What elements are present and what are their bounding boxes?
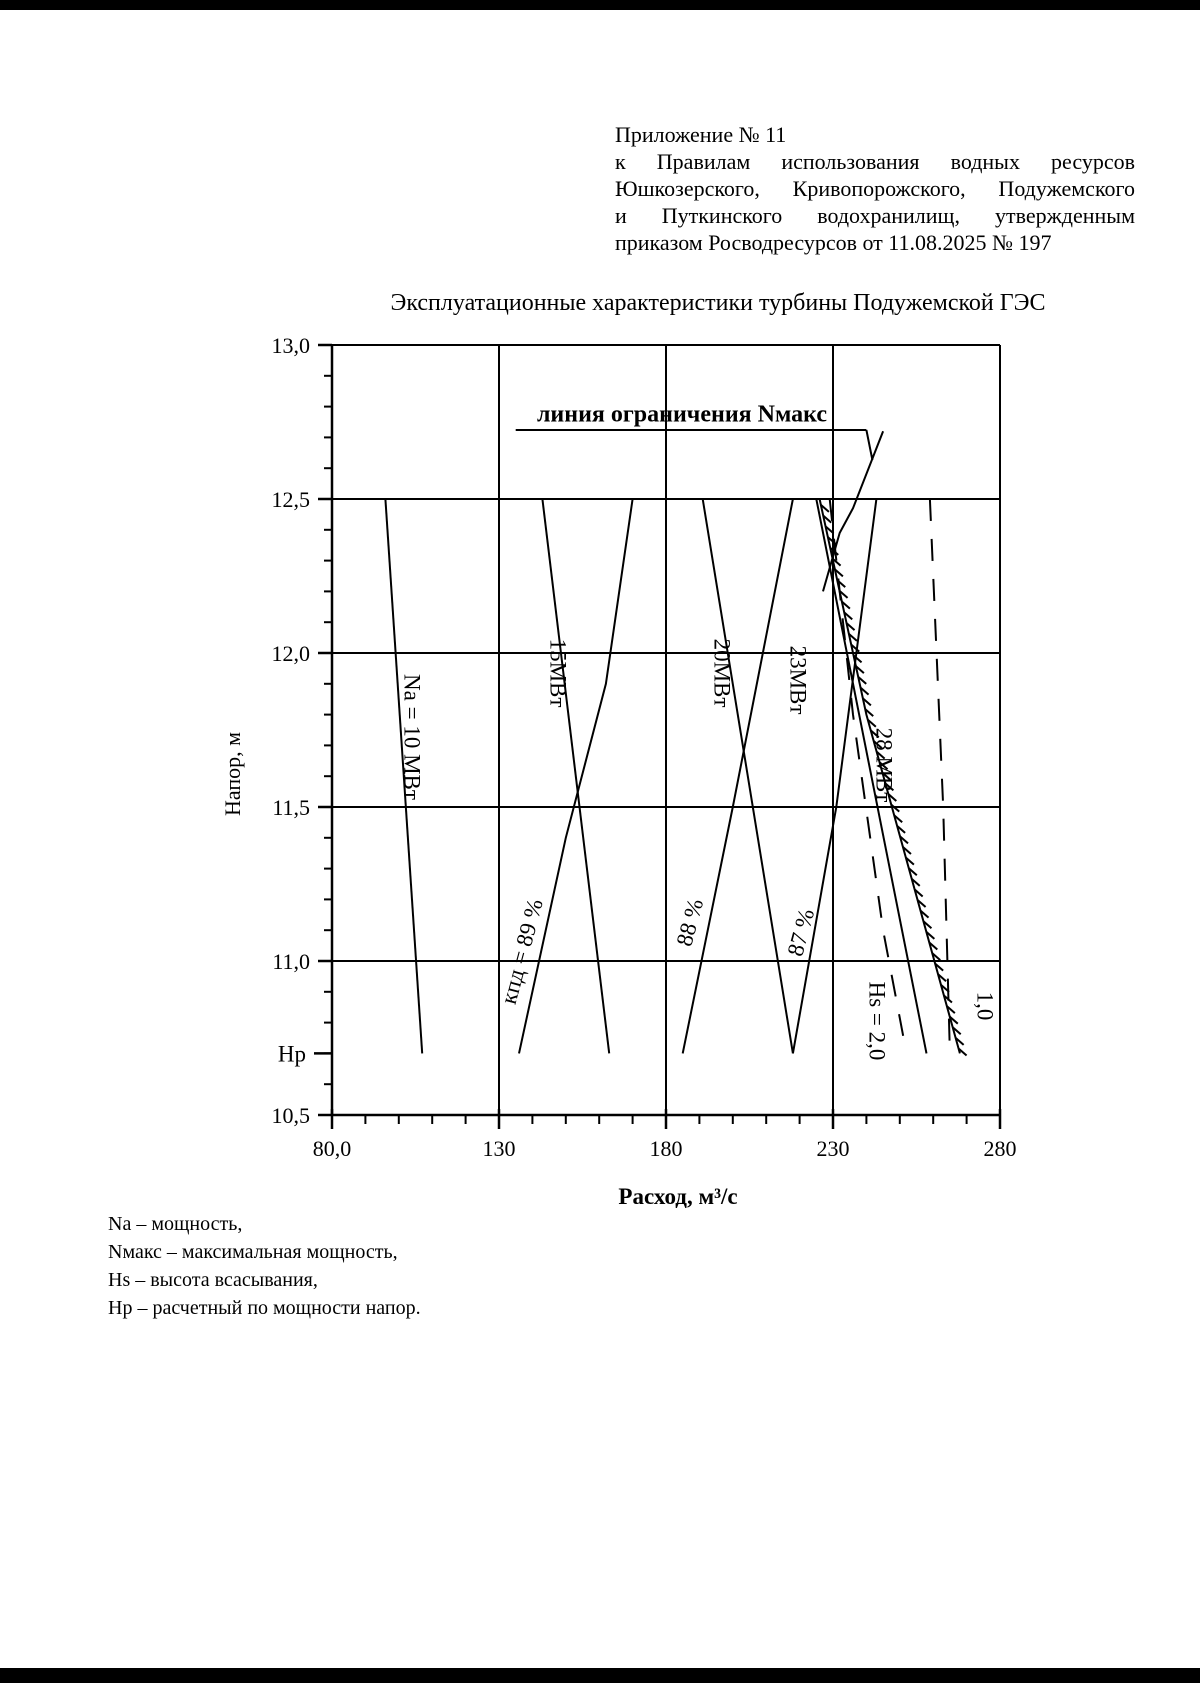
x-axis-label: Расход, м³/с xyxy=(618,1184,738,1209)
series-line-2 xyxy=(703,499,793,1053)
annotation-4: 23МВт xyxy=(785,645,811,715)
legend-item-hs: Hs – высота всасывания, xyxy=(108,1269,318,1291)
series-line-6 xyxy=(683,499,793,1053)
annotation-0: линия ограничения Nмакс xyxy=(536,401,828,428)
y-tick-label: 10,5 xyxy=(271,1103,310,1128)
plot-axes xyxy=(272,333,1017,1161)
annotation-2: 15МВт xyxy=(545,638,571,708)
chart-legend xyxy=(108,1210,421,1322)
appendix-line-5: приказом Росводресурсов от 11.08.2025 № 197 xyxy=(615,230,1052,255)
annotation-5: 28 МВт xyxy=(871,727,897,803)
y-tick-label: 12,0 xyxy=(271,641,310,666)
appendix-line-2: к Правилам использования водных ресурсов xyxy=(615,149,1135,174)
x-tick-label: 130 xyxy=(482,1136,516,1161)
legend-item-na: Na – мощность, xyxy=(108,1213,243,1235)
x-tick-label: 180 xyxy=(649,1136,683,1161)
appendix-line-4: и Путкинского водохранилищ, утвержденным xyxy=(615,203,1135,228)
chart-title: Эксплуатационные характеристики турбины Подужемской ГЭС xyxy=(390,290,1046,316)
annotation-3: 20МВт xyxy=(709,638,735,708)
series-line-10 xyxy=(930,499,950,1053)
appendix-line-1: Приложение № 11 xyxy=(615,122,787,147)
appendix-line-3: Юшкозерского, Кривопорожского, Подужемского xyxy=(615,176,1135,201)
annotation-9: Hs = 2,0 xyxy=(864,981,890,1061)
scan-border-bottom xyxy=(0,1668,1200,1683)
legend-item-hp: Hp – расчетный по мощности напор. xyxy=(108,1297,421,1319)
annotation-6: кпд = 89 % xyxy=(495,896,548,1007)
series-line-1 xyxy=(542,499,609,1053)
hp-label: Hp xyxy=(277,1041,306,1067)
y-tick-label: 11,5 xyxy=(272,795,310,820)
x-tick-label: 280 xyxy=(983,1136,1017,1161)
plot-grid xyxy=(332,345,1000,1115)
legend-item-nmax: Nмакс – максимальная мощность, xyxy=(108,1241,398,1263)
series-line-7 xyxy=(793,499,877,1053)
y-tick-label: 13,0 xyxy=(271,333,310,358)
annotation-1: Na = 10 МВт xyxy=(399,674,425,800)
y-axis-label: Напор, м xyxy=(220,731,245,817)
x-tick-label: 80,0 xyxy=(312,1136,352,1161)
annotation-8: 87 % xyxy=(782,906,820,959)
x-tick-label: 230 xyxy=(816,1136,850,1161)
nmax-bracket-tail xyxy=(866,430,872,460)
y-tick-label: 11,0 xyxy=(272,949,310,974)
y-tick-label: 12,5 xyxy=(271,487,310,512)
annotation-10: 1,0 xyxy=(972,991,998,1021)
annotation-7: 88 % xyxy=(671,896,709,949)
